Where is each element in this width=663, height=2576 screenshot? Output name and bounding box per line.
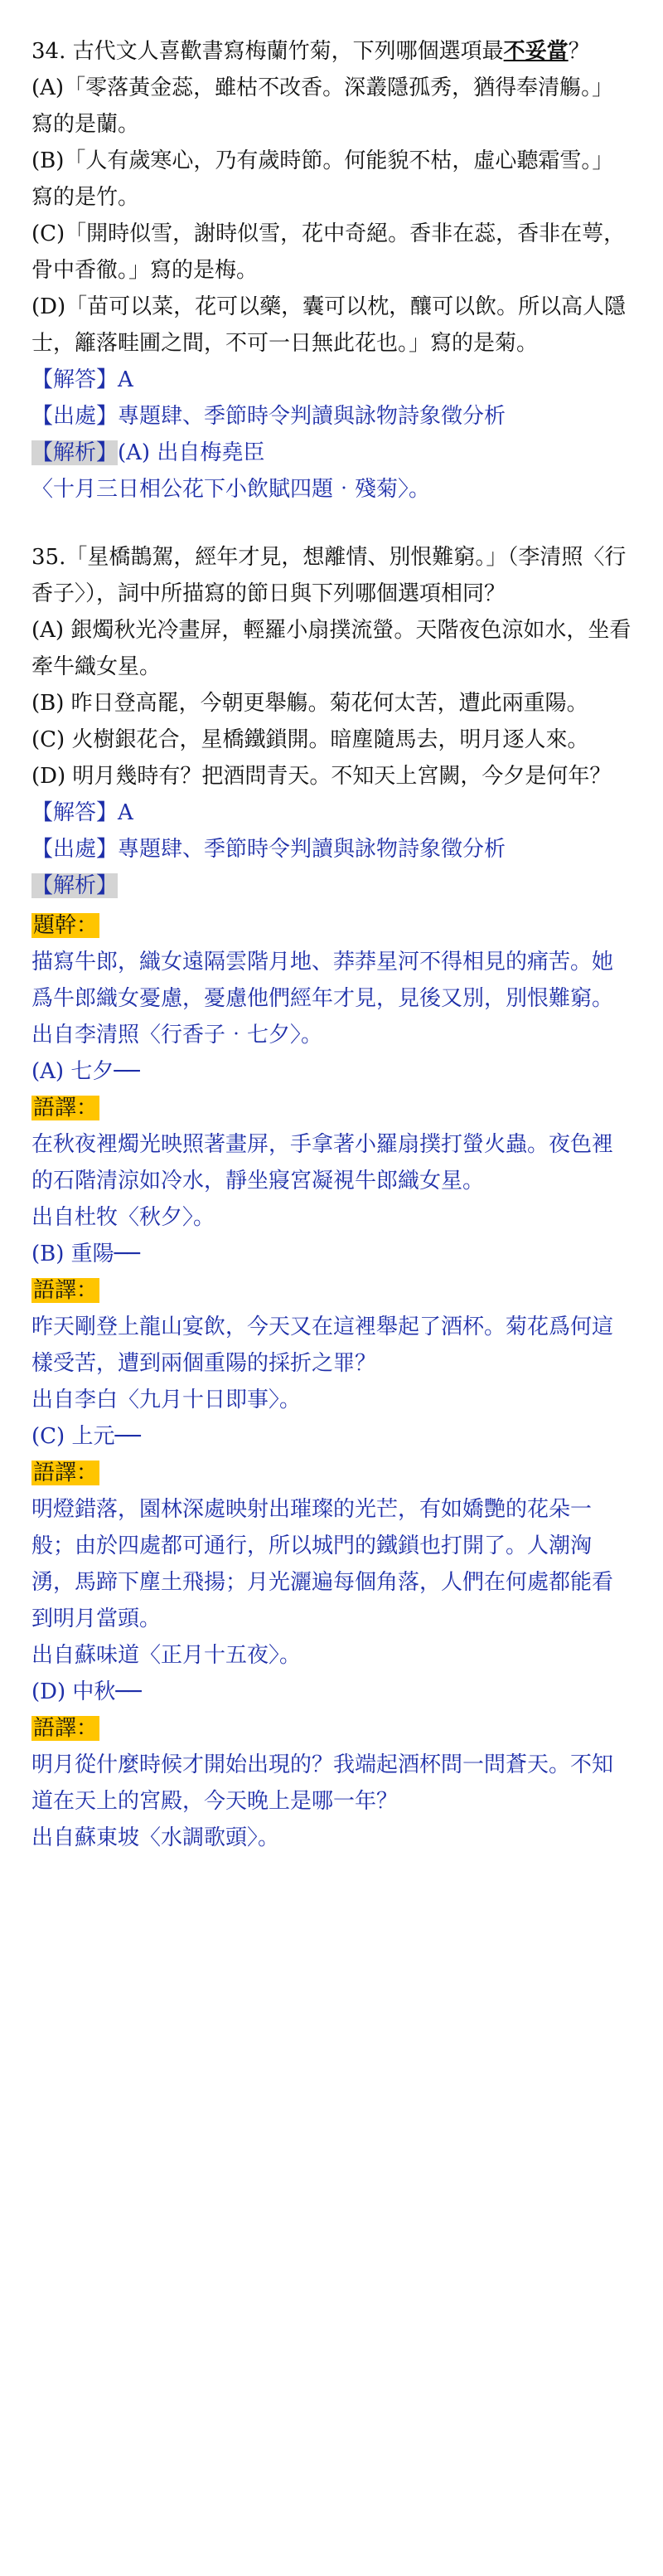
q35-a-trans-label-row bbox=[31, 1090, 632, 1126]
q34-analysis-line2: 〈十月三日相公花下小飲賦四題‧殘菊〉。 bbox=[31, 477, 431, 502]
q35-stem-source: 出自李清照〈行香子‧七夕〉。 bbox=[31, 1023, 323, 1047]
q35-b-heading: (B) 重陽── bbox=[31, 1242, 140, 1266]
q35-option-c: (C) 火樹銀花合，星橋鐵鎖開。暗塵隨馬去，明月逐人來。 bbox=[31, 727, 589, 752]
q35-b-translation: 昨天剛登上龍山宴飲，今天又在這裡舉起了酒杯。菊花爲何這樣受苦，遭到兩個重陽的採折之罪？ bbox=[31, 1315, 614, 1376]
q35-option-d: (D) 明月幾時有？把酒問青天。不知天上宮闕，今夕是何年？ bbox=[31, 764, 612, 789]
q35-answer: 【解答】A bbox=[31, 800, 133, 825]
q35-c-heading: (C) 上元── bbox=[31, 1424, 141, 1449]
q35-analysis bbox=[31, 868, 632, 904]
q35-d-translation: 明月從什麼時候才開始出現的？我端起酒杯問一問蒼天。不知道在天上的宮殿，今天晚上是哪一年？ bbox=[31, 1752, 614, 1814]
q35-stem-label-row bbox=[31, 907, 632, 944]
q35-a-heading: (A) 七夕── bbox=[31, 1059, 140, 1084]
q35-option-b: (B) 昨日登高罷，今朝更舉觴。菊花何太苦，遭此兩重陽。 bbox=[31, 691, 588, 716]
q35-a-source: 出自杜牧〈秋夕〉。 bbox=[31, 1205, 215, 1230]
q34-option-d: (D)「苗可以菜，花可以藥，囊可以枕，釀可以飲。所以高人隱士，籬落畦圃之間，不可一日無此花也。」寫的是菊。 bbox=[31, 294, 627, 356]
q34-stem bbox=[31, 33, 632, 70]
q35-stem-label: 題幹： bbox=[33, 913, 99, 938]
translation-label: 語譯： bbox=[33, 1716, 99, 1741]
q34-analysis bbox=[31, 435, 632, 471]
q35-d-heading: (D) 中秋── bbox=[31, 1679, 142, 1704]
q35-b-trans-label-row bbox=[31, 1272, 632, 1309]
q35-b-source: 出自李白〈九月十日即事〉。 bbox=[31, 1388, 302, 1412]
q34-stem-text: 34. 古代文人喜歡書寫梅蘭竹菊，下列哪個選項最 bbox=[31, 39, 504, 64]
q34-analysis-label: 【解析】 bbox=[31, 440, 119, 465]
q35-stem: 35.「星橋鵲駕，經年才見，想離情、別恨難窮。」（李清照〈行香子〉），詞中所描寫的節日與下列哪個選項相同？ bbox=[31, 545, 627, 606]
q35-c-trans-label-row bbox=[31, 1455, 632, 1491]
q35-d-trans-label-row bbox=[31, 1710, 632, 1747]
q34-answer: 【解答】A bbox=[31, 367, 133, 392]
q35-d-source: 出自蘇東坡〈水調歌頭〉。 bbox=[31, 1825, 280, 1850]
q35-c-translation: 明燈錯落，園林深處映射出璀璨的光芒，有如嬌艷的花朵一般；由於四處都可通行，所以城門的鐵鎖也打開了。人潮洶湧，馬蹄下塵土飛揚；月光灑遍每個角落，人們在何處都能看到明月當頭。 bbox=[31, 1497, 614, 1631]
q34-stem-end: ？ bbox=[568, 39, 590, 64]
q34-option-a: (A)「零落黃金蕊，雖枯不改香。深叢隱孤秀，猶得奉清觴。」寫的是蘭。 bbox=[31, 75, 614, 137]
q35-c-source: 出自蘇味道〈正月十五夜〉。 bbox=[31, 1643, 302, 1668]
q34-option-c: (C)「開時似雪，謝時似雪，花中奇絕。香非在蕊，香非在萼，骨中香徹。」寫的是梅。 bbox=[31, 221, 626, 283]
q34-source: 【出處】專題肆、季節時令判讀與詠物詩象徵分析 bbox=[31, 404, 506, 429]
q34-option-b: (B)「人有歲寒心，乃有歲時節。何能貌不枯，虛心聽霜雪。」寫的是竹。 bbox=[31, 148, 614, 210]
q34-analysis-line1: (A) 出自梅堯臣 bbox=[118, 440, 265, 465]
translation-label: 語譯： bbox=[33, 1278, 99, 1303]
q35-option-a: (A) 銀燭秋光冷畫屏，輕羅小扇撲流螢。天階夜色涼如水，坐看牽牛織女星。 bbox=[31, 618, 632, 679]
translation-label: 語譯： bbox=[33, 1461, 99, 1485]
q35-stem-explanation: 描寫牛郎，織女遠隔雲階月地、莽莽星河不得相見的痛苦。她爲牛郎織女憂慮，憂慮他們經年才見，見後又別，別恨難窮。 bbox=[31, 950, 614, 1011]
q34-stem-emphasis: 不妥當 bbox=[503, 39, 569, 64]
q35-analysis-label: 【解析】 bbox=[31, 873, 119, 898]
q35-source: 【出處】專題肆、季節時令判讀與詠物詩象徵分析 bbox=[31, 837, 506, 862]
q35-a-translation: 在秋夜裡燭光映照著畫屏，手拿著小羅扇撲打螢火蟲。夜色裡的石階清涼如冷水，靜坐寢宮凝視牛郎織女星。 bbox=[31, 1132, 614, 1193]
translation-label: 語譯： bbox=[33, 1096, 99, 1120]
